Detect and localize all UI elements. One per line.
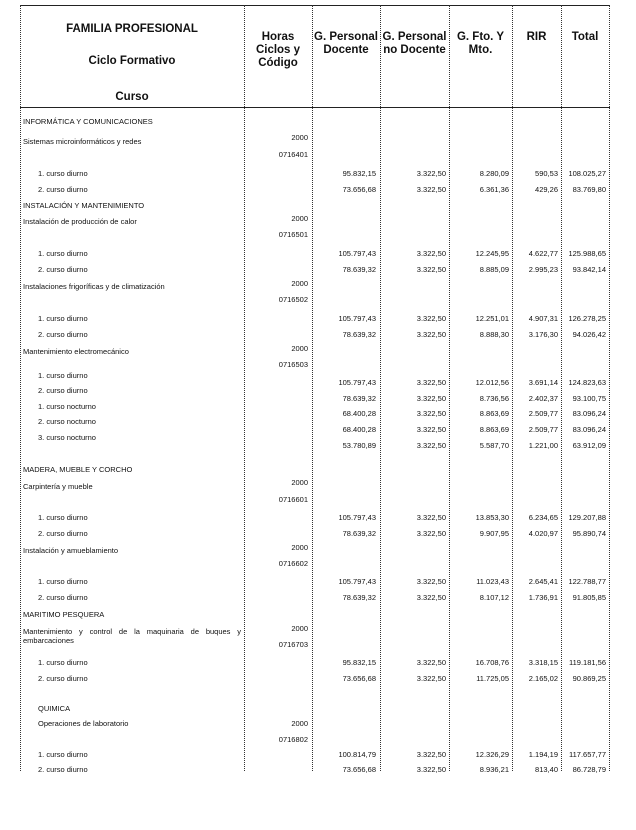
- total-value: 83.769,80: [572, 185, 606, 194]
- rir-value: 1.221,00: [528, 441, 558, 450]
- course-label: 1. curso diurno: [38, 169, 88, 178]
- rir-value: 590,53: [535, 169, 558, 178]
- personal-docente-value: 68.400,28: [342, 425, 376, 434]
- personal-no-docente-value: 3.322,50: [416, 314, 446, 323]
- course-label: 2. curso diurno: [38, 529, 88, 538]
- personal-docente-value: 53.780,89: [342, 441, 376, 450]
- course-label: 2. curso diurno: [38, 330, 88, 339]
- cycle-code: 0716501: [278, 230, 308, 239]
- column-divider: [561, 5, 562, 771]
- rir-value: 3.691,14: [528, 378, 558, 387]
- total-value: 126.278,25: [568, 314, 606, 323]
- personal-docente-value: 78.639,32: [342, 330, 376, 339]
- personal-no-docente-value: 3.322,50: [416, 185, 446, 194]
- cycle-label: Sistemas microinformáticos y redes: [23, 137, 142, 146]
- family-label: MADERA, MUEBLE Y CORCHO: [23, 465, 133, 474]
- personal-no-docente-value: 3.322,50: [416, 765, 446, 774]
- personal-docente-value: 105.797,43: [338, 513, 376, 522]
- header-curso: Curso: [115, 91, 149, 103]
- hours-code: 2000: [291, 214, 308, 223]
- personal-no-docente-value: 3.322,50: [416, 425, 446, 434]
- personal-no-docente-value: 3.322,50: [416, 249, 446, 258]
- rir-value: 1.736,91: [528, 593, 558, 602]
- course-label: 1. curso diurno: [38, 249, 88, 258]
- personal-no-docente-value: 3.322,50: [416, 513, 446, 522]
- rir-value: 2.402,37: [528, 394, 558, 403]
- total-value: 86.728,79: [572, 765, 606, 774]
- cycle-label: Mantenimiento y control de la maquinaria de buques y: [23, 627, 241, 636]
- rir-value: 4.907,31: [528, 314, 558, 323]
- personal-no-docente-value: 3.322,50: [416, 265, 446, 274]
- funcionamiento-value: 8.936,21: [479, 765, 509, 774]
- personal-docente-value: 95.832,15: [342, 658, 376, 667]
- header-horas: Horas Ciclos y Código: [255, 31, 301, 69]
- personal-docente-value: 100.814,79: [338, 750, 376, 759]
- funcionamiento-value: 8.736,56: [479, 394, 509, 403]
- total-value: 125.988,65: [568, 249, 606, 258]
- funcionamiento-value: 16.708,76: [475, 658, 509, 667]
- total-value: 95.890,74: [572, 529, 606, 538]
- rir-value: 813,40: [535, 765, 558, 774]
- course-label: 2. curso diurno: [38, 593, 88, 602]
- funcionamiento-value: 5.587,70: [479, 441, 509, 450]
- cycle-label: Operaciones de laboratorio: [38, 719, 129, 728]
- total-value: 122.788,77: [568, 577, 606, 586]
- funcionamiento-value: 8.863,69: [479, 425, 509, 434]
- rir-value: 2.509,77: [528, 409, 558, 418]
- header-personal-no-docente: G. Personal no Docente: [382, 31, 447, 56]
- personal-docente-value: 78.639,32: [342, 265, 376, 274]
- hours-code: 2000: [291, 279, 308, 288]
- family-label: QUIMICA: [38, 704, 71, 713]
- course-label: 1. curso diurno: [38, 577, 88, 586]
- hours-code: 2000: [291, 133, 308, 142]
- funcionamiento-value: 8.280,09: [479, 169, 509, 178]
- course-label: 3. curso nocturno: [38, 433, 96, 442]
- column-divider: [609, 5, 610, 771]
- total-value: 108.025,27: [568, 169, 606, 178]
- hours-code: 2000: [291, 543, 308, 552]
- column-divider: [312, 5, 313, 771]
- course-label: 2. curso diurno: [38, 674, 88, 683]
- funcionamiento-value: 12.326,29: [475, 750, 509, 759]
- header-funcionamiento: G. Fto. Y Mto.: [456, 31, 505, 56]
- cycle-label-continued: embarcaciones: [23, 636, 74, 645]
- course-label: 2. curso nocturno: [38, 417, 96, 426]
- personal-docente-value: 105.797,43: [338, 314, 376, 323]
- personal-docente-value: 105.797,43: [338, 249, 376, 258]
- funcionamiento-value: 8.885,09: [479, 265, 509, 274]
- funcionamiento-value: 12.012,56: [475, 378, 509, 387]
- cycle-label: Carpintería y mueble: [23, 482, 93, 491]
- family-label: INFORMÁTICA Y COMUNICACIONES: [23, 117, 153, 126]
- course-label: 1. curso diurno: [38, 371, 88, 380]
- rir-value: 429,26: [535, 185, 558, 194]
- header-familia: FAMILIA PROFESIONAL: [66, 23, 198, 35]
- rir-value: 2.995,23: [528, 265, 558, 274]
- cycle-code: 0716401: [278, 150, 308, 159]
- personal-no-docente-value: 3.322,50: [416, 394, 446, 403]
- hours-code: 2000: [291, 344, 308, 353]
- total-value: 117.657,77: [569, 750, 606, 759]
- total-value: 93.100,75: [572, 394, 606, 403]
- course-label: 1. curso diurno: [38, 314, 88, 323]
- header-bottom-rule: [20, 107, 610, 108]
- rir-value: 3.176,30: [528, 330, 558, 339]
- funcionamiento-value: 13.853,30: [475, 513, 509, 522]
- personal-docente-value: 78.639,32: [342, 593, 376, 602]
- funcionamiento-value: 12.245,95: [475, 249, 509, 258]
- rir-value: 2.165,02: [528, 674, 558, 683]
- total-value: 119.181,56: [569, 658, 606, 667]
- course-label: 1. curso nocturno: [38, 402, 96, 411]
- personal-no-docente-value: 3.322,50: [416, 169, 446, 178]
- family-label: INSTALACIÓN Y MANTENIMIENTO: [23, 201, 145, 210]
- personal-no-docente-value: 3.322,50: [416, 330, 446, 339]
- total-value: 83.096,24: [572, 409, 606, 418]
- column-divider: [449, 5, 450, 771]
- cycle-code: 0716703: [278, 640, 308, 649]
- personal-no-docente-value: 3.322,50: [416, 674, 446, 683]
- course-label: 2. curso diurno: [38, 265, 88, 274]
- personal-no-docente-value: 3.322,50: [416, 529, 446, 538]
- rir-value: 3.318,15: [528, 658, 558, 667]
- personal-docente-value: 73.656,68: [342, 674, 376, 683]
- personal-no-docente-value: 3.322,50: [416, 750, 446, 759]
- header-ciclo: Ciclo Formativo: [88, 55, 176, 67]
- funcionamiento-value: 6.361,36: [479, 185, 509, 194]
- column-divider: [244, 5, 245, 771]
- personal-no-docente-value: 3.322,50: [416, 409, 446, 418]
- personal-docente-value: 95.832,15: [342, 169, 376, 178]
- cycle-label: Instalación de producción de calor: [23, 217, 137, 226]
- family-label: MARITIMO PESQUERA: [23, 610, 105, 619]
- personal-docente-value: 68.400,28: [342, 409, 376, 418]
- funcionamiento-value: 8.107,12: [479, 593, 509, 602]
- course-label: 1. curso diurno: [38, 658, 88, 667]
- cycle-label: Instalación y amueblamiento: [23, 546, 119, 555]
- total-value: 129.207,88: [568, 513, 606, 522]
- rir-value: 2.509,77: [528, 425, 558, 434]
- header-top-rule: [20, 5, 610, 6]
- personal-no-docente-value: 3.322,50: [416, 577, 446, 586]
- total-value: 124.823,63: [568, 378, 606, 387]
- personal-no-docente-value: 3.322,50: [416, 593, 446, 602]
- cycle-label: Instalaciones frigoríficas y de climatización: [23, 282, 165, 291]
- cycle-code: 0716503: [278, 360, 308, 369]
- rir-value: 2.645,41: [528, 577, 558, 586]
- total-value: 90.869,25: [572, 674, 606, 683]
- cycle-label: Mantenimiento electromecánico: [23, 347, 129, 356]
- course-label: 2. curso diurno: [38, 765, 88, 774]
- cycle-code: 0716601: [278, 495, 308, 504]
- funcionamiento-value: 12.251,01: [475, 314, 509, 323]
- rir-value: 1.194,19: [528, 750, 558, 759]
- total-value: 63.912,09: [572, 441, 606, 450]
- personal-docente-value: 105.797,43: [338, 378, 376, 387]
- funcionamiento-value: 8.888,30: [479, 330, 509, 339]
- total-value: 83.096,24: [572, 425, 606, 434]
- funcionamiento-value: 11.725,05: [476, 674, 509, 683]
- column-divider: [380, 5, 381, 771]
- rir-value: 6.234,65: [528, 513, 558, 522]
- personal-docente-value: 73.656,68: [342, 765, 376, 774]
- course-label: 1. curso diurno: [38, 513, 88, 522]
- personal-no-docente-value: 3.322,50: [416, 441, 446, 450]
- header-total: Total: [571, 31, 599, 43]
- personal-docente-value: 73.656,68: [342, 185, 376, 194]
- course-label: 2. curso diurno: [38, 185, 88, 194]
- personal-no-docente-value: 3.322,50: [416, 658, 446, 667]
- budget-table: [20, 5, 610, 774]
- cycle-code: 0716602: [278, 559, 308, 568]
- funcionamiento-value: 9.907,95: [479, 529, 509, 538]
- course-label: 1. curso diurno: [38, 750, 88, 759]
- personal-docente-value: 105.797,43: [338, 577, 376, 586]
- header-rir: RIR: [526, 31, 547, 43]
- hours-code: 2000: [291, 478, 308, 487]
- total-value: 94.026,42: [572, 330, 606, 339]
- funcionamiento-value: 8.863,69: [479, 409, 509, 418]
- hours-code: 2000: [291, 719, 308, 728]
- column-divider: [512, 5, 513, 771]
- personal-docente-value: 78.639,32: [342, 529, 376, 538]
- total-value: 93.842,14: [572, 265, 606, 274]
- header-personal-docente: G. Personal Docente: [314, 31, 378, 56]
- cycle-code: 0716502: [278, 295, 308, 304]
- rir-value: 4.020,97: [528, 529, 558, 538]
- personal-no-docente-value: 3.322,50: [416, 378, 446, 387]
- column-divider: [20, 5, 21, 771]
- cycle-code: 0716802: [278, 735, 308, 744]
- total-value: 91.805,85: [572, 593, 606, 602]
- rir-value: 4.622,77: [528, 249, 558, 258]
- hours-code: 2000: [291, 624, 308, 633]
- personal-docente-value: 78.639,32: [342, 394, 376, 403]
- course-label: 2. curso diurno: [38, 386, 88, 395]
- funcionamiento-value: 11.023,43: [476, 577, 509, 586]
